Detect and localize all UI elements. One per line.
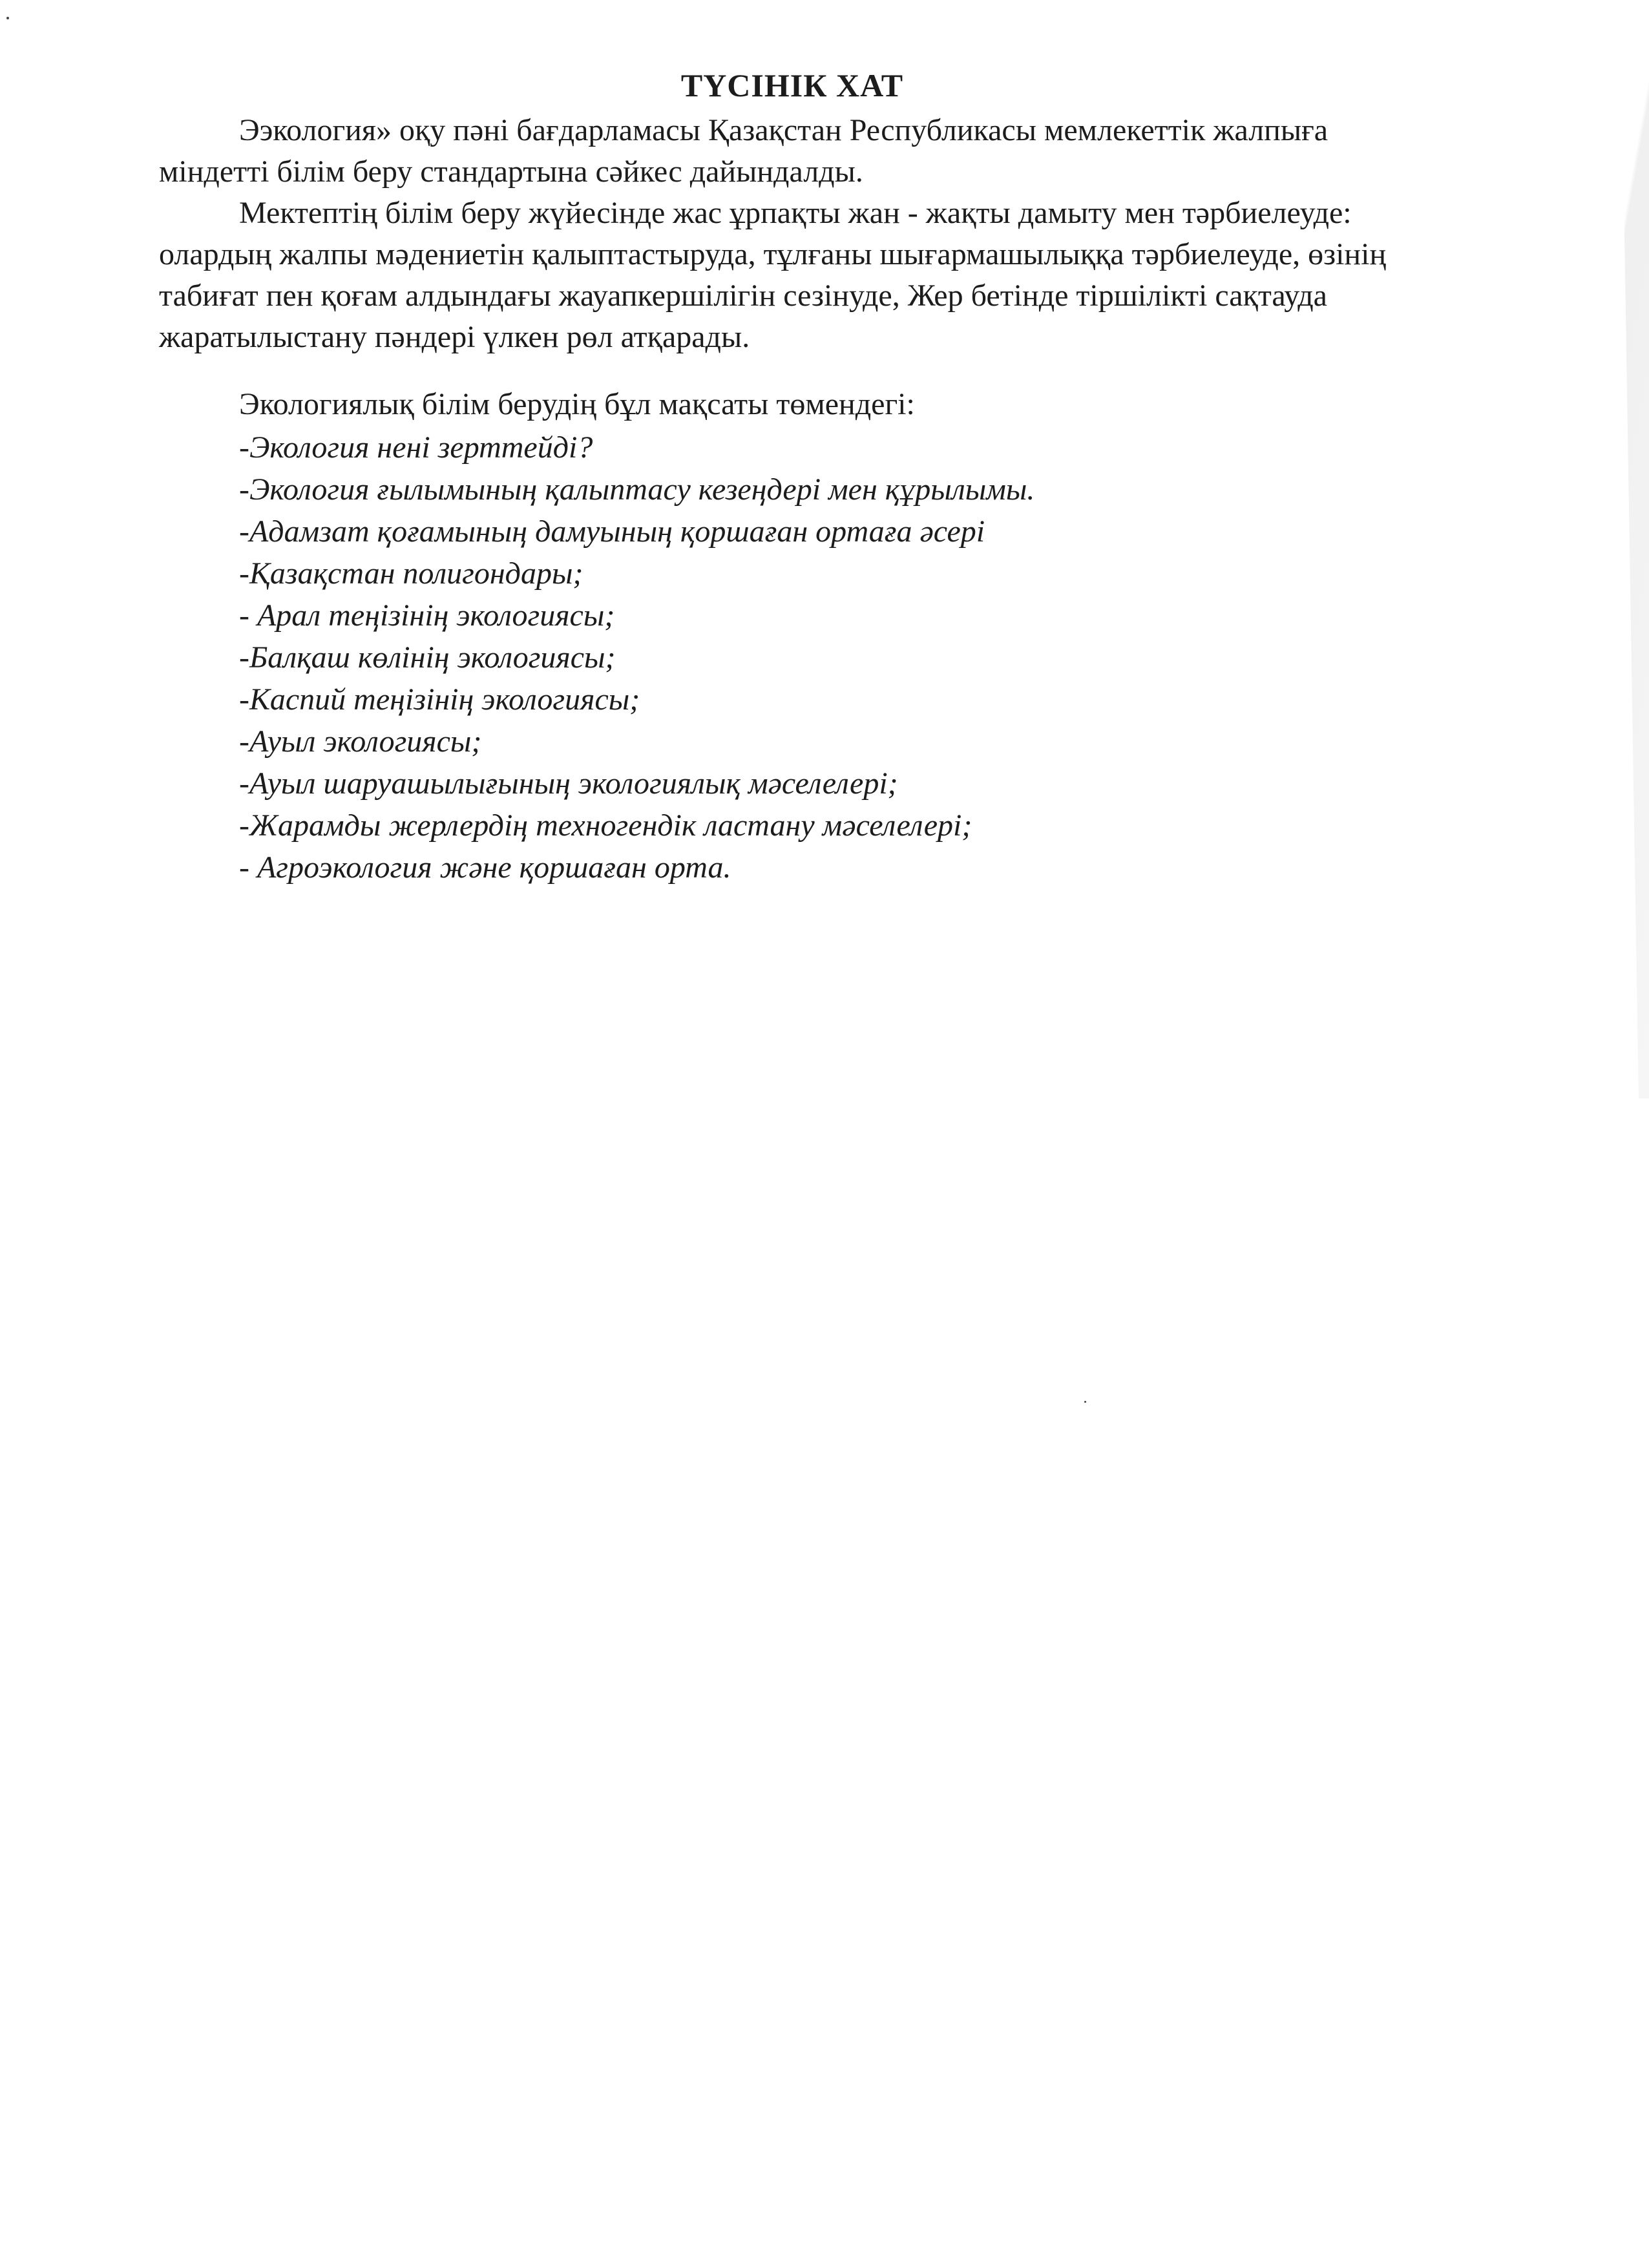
list-intro: Экологиялық білім берудің бұл мақсаты төмендегі: — [239, 387, 915, 421]
list-item: -Ауыл шаруашылығының экологиялық мәселелері; — [239, 766, 898, 801]
document-body — [159, 65, 1387, 888]
list-item: - Арал теңізінің экологиясы; — [239, 598, 615, 633]
list-item: -Каспий теңізінің экологиясы; — [239, 682, 640, 717]
list-item: -Ауыл экологиясы; — [239, 724, 482, 759]
paragraph-standard: Ээкология» оқу пәні бағдарламасы Қазақстан Республикасы мемлекеттік жалпыға міндетті білім беру стандартына сәйкес дайындалды. — [159, 113, 1329, 189]
list-item: - Агроэкология және қоршаған орта. — [239, 850, 731, 885]
list-item: -Адамзат қоғамының дамуының қоршаған ортаға әсері — [239, 514, 985, 549]
scan-speck — [1084, 1401, 1086, 1403]
scan-speck — [6, 17, 9, 19]
spacer — [159, 358, 1387, 384]
list-item: -Экология ғылымының қалыптасу кезеңдері мен құрылымы. — [239, 472, 1035, 507]
list-item: -Экология нені зерттейді? — [239, 430, 593, 465]
scanned-page-edge — [1442, 0, 1649, 1098]
paragraph-school-role: Мектептің білім беру жүйесінде жас ұрпақты жан - жақты дамыту мен тәрбиелеуде: олардың жалпы мәдениетін қалыптастыруда, тұлғаны шығармашылыққа тәрбиелеуде, өзінің табиғат пен қоғам алдындағы жауапкершілігін сезінуде, Жер бетінде тіршілікті сақтауда жаратылыстану пәндері үлкен рөл атқарады. — [159, 196, 1387, 354]
document-title: ТҮСІНІК ХАТ — [680, 67, 904, 103]
list-item: -Қазақстан полигондары; — [239, 556, 583, 591]
list-item: -Балқаш көлінің экологиясы; — [239, 640, 616, 675]
list-item: -Жарамды жерлердің техногендік ластану мәселелері; — [239, 808, 972, 843]
goals-list — [159, 426, 1387, 888]
